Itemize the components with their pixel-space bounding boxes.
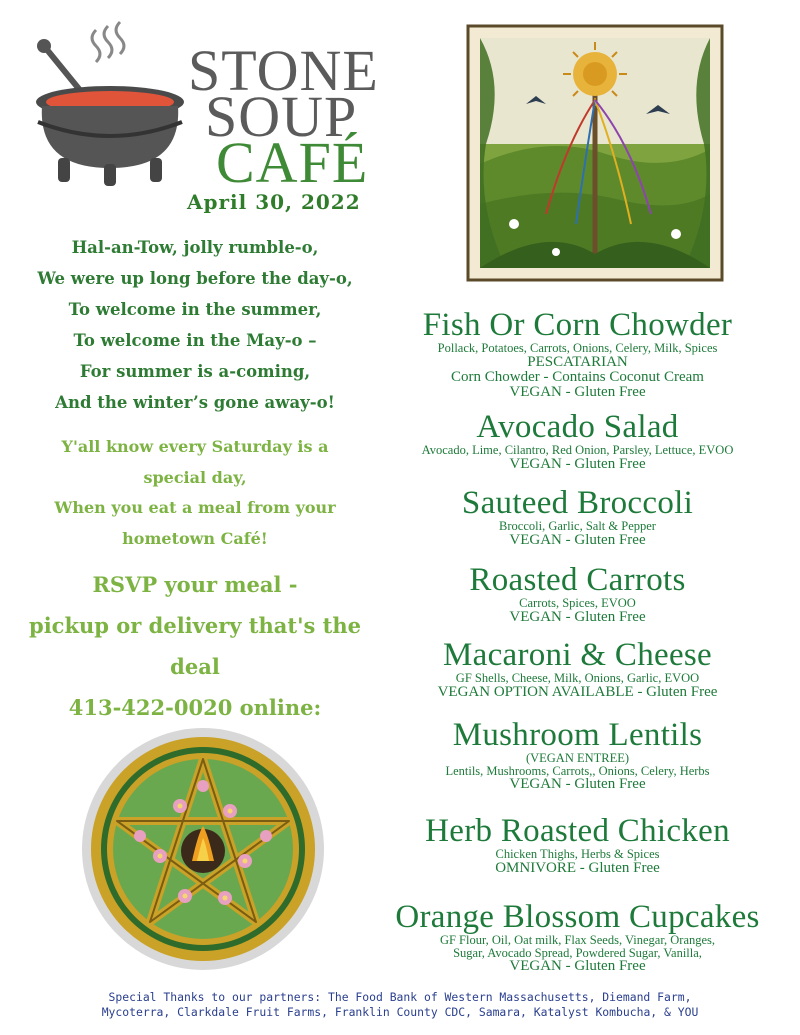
rsvp-line: deal	[170, 654, 220, 679]
menu-item-ingredients: Pollack, Potatoes, Carrots, Onions, Celery, Milk, Spices	[437, 341, 718, 355]
note-line: Y'all know every Saturday is a	[61, 437, 329, 456]
note-line: hometown Café!	[122, 528, 268, 548]
menu-item-ingredients: Broccoli, Garlic, Salt & Pepper	[499, 519, 656, 533]
menu-item-diet: PESCATARIAN	[527, 353, 628, 370]
rsvp-line: RSVP your meal -	[92, 572, 298, 597]
rsvp-line: pickup or delivery that's the	[29, 613, 361, 638]
menu-item-ingredients: Sugar, Avocado Spread, Powdered Sugar, Vanilla,	[453, 945, 702, 960]
menu-item-diet: VEGAN - Gluten Free	[509, 608, 646, 625]
footer-line: Special Thanks to our partners: The Food Bank of Western Massachusetts, Diemand Farm,	[108, 990, 692, 1004]
menu-item-roasted-carrots	[395, 563, 760, 625]
menu-item-avocado-salad	[395, 410, 760, 472]
poem-line: To welcome in the May-o –	[73, 331, 317, 350]
menu-item-note: Corn Chowder - Contains Coconut Cream	[451, 368, 704, 385]
menu-item-note: (VEGAN ENTREE)	[525, 751, 630, 765]
poem-line: Hal-an-Tow, jolly rumble-o,	[71, 238, 319, 257]
poem-line: To welcome in the summer,	[68, 300, 322, 319]
menu-item-ingredients: Chicken Thighs, Herbs & Spices	[495, 847, 660, 861]
may-pole-sun-illustration	[466, 24, 724, 282]
menu-item-title: Orange Blossom Cupcakes	[395, 899, 760, 935]
menu-item-mushroom-lentils	[395, 718, 760, 792]
brand-soup: SOUP	[205, 84, 358, 149]
footer-line: Mycoterra, Clarkdale Fruit Farms, Franklin County CDC, Samara, Katalyst Kombucha, & YOU	[101, 1005, 699, 1019]
menu-item-ingredients: Lentils, Mushrooms, Carrots,, Onions, Celery, Herbs	[445, 763, 710, 778]
menu-item-title: Mushroom Lentils	[452, 717, 703, 753]
poem-line: And the winter’s gone away-o!	[55, 393, 335, 412]
menu-item-ingredients: Carrots, Spices, EVOO	[519, 596, 636, 610]
poem-line: For summer is a-coming,	[79, 362, 311, 381]
menu-date: April 30, 2022	[187, 190, 361, 214]
pentacle-flower-wreath	[80, 726, 326, 972]
poem-line: We were up long before the day-o,	[37, 269, 353, 288]
menu-item-orange-blossom-cupcakes	[395, 900, 760, 974]
soup-cauldron-icon	[30, 18, 195, 188]
menu-item-ingredients: GF Flour, Oil, Oat milk, Flax Seeds, Vinegar, Oranges,	[439, 933, 716, 947]
menu-item-title: Macaroni & Cheese	[442, 637, 712, 673]
menu-item-diet: VEGAN - Gluten Free	[509, 455, 646, 472]
menu-item-fish-corn-chowder	[395, 308, 760, 400]
menu-item-title: Fish Or Corn Chowder	[422, 307, 733, 343]
menu-item-diet: VEGAN - Gluten Free	[509, 383, 646, 400]
poem	[20, 232, 370, 418]
menu-item-diet: VEGAN - Gluten Free	[509, 531, 646, 548]
menu-item-diet: VEGAN OPTION AVAILABLE - Gluten Free	[437, 683, 718, 700]
saturday-note	[20, 432, 370, 554]
menu-item-herb-roasted-chicken	[395, 814, 760, 876]
rsvp-block	[20, 564, 370, 728]
menu-item-diet: OMNIVORE - Gluten Free	[495, 859, 660, 876]
menu-item-ingredients: Avocado, Lime, Cilantro, Red Onion, Parsley, Lettuce, EVOO	[421, 443, 734, 457]
menu-item-diet: VEGAN - Gluten Free	[509, 958, 646, 974]
brand-cafe: CAFÉ	[216, 130, 369, 195]
note-line: special day,	[143, 467, 247, 487]
menu-item-title: Roasted Carrots	[469, 562, 686, 598]
menu-item-title: Herb Roasted Chicken	[425, 813, 730, 849]
rsvp-phone[interactable]: 413-422-0020 online:	[68, 695, 322, 720]
menu-item-sauteed-broccoli	[395, 486, 760, 548]
menu-item-macaroni-cheese	[395, 638, 760, 700]
note-line: When you eat a meal from your	[54, 498, 336, 517]
menu-item-title: Sauteed Broccoli	[461, 485, 694, 521]
stone-soup-logo	[30, 18, 379, 218]
menu-item-ingredients: GF Shells, Cheese, Milk, Onions, Garlic, EVOO	[455, 671, 700, 685]
brand-stone: STONE	[188, 38, 379, 103]
menu-item-diet: VEGAN - Gluten Free	[509, 776, 646, 792]
menu-item-title: Avocado Salad	[476, 409, 679, 445]
partners-footer	[0, 990, 800, 1020]
